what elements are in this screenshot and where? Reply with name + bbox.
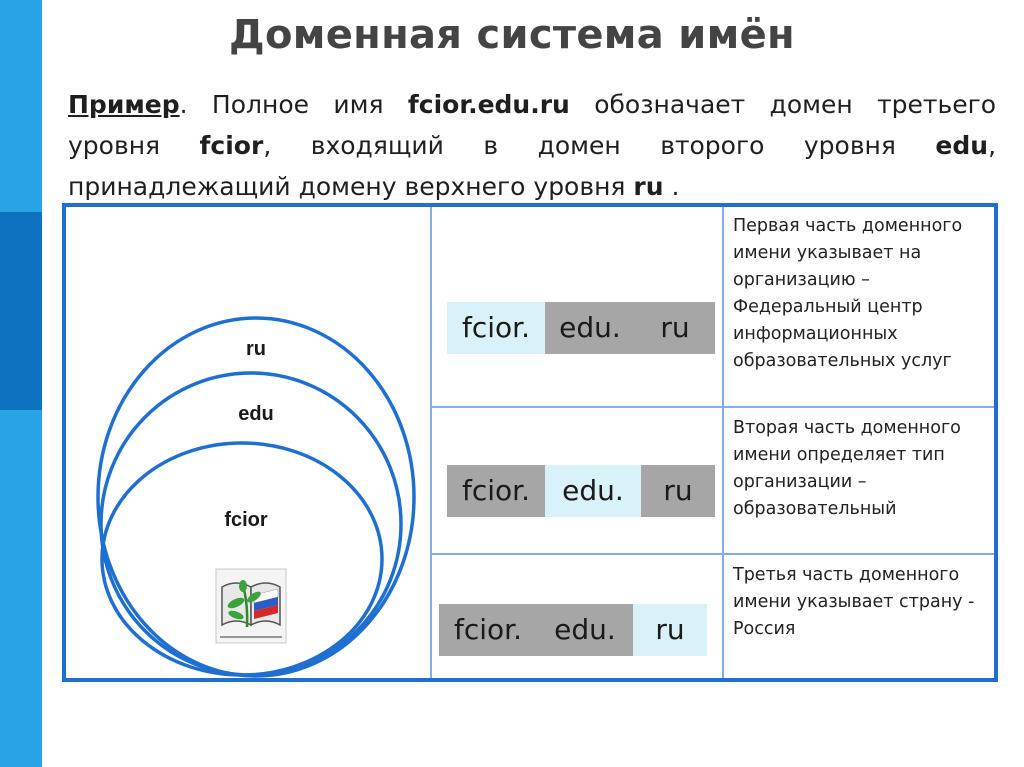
intro-text-1: . Полное имя [179,90,408,119]
slide-title: Доменная система имён [229,12,795,58]
intro-text-3: , входящий в домен второго уровня [263,131,936,160]
nested-domains-diagram [66,207,430,678]
row2-part-ru: ru [641,465,715,517]
row3-part-ru: ru [633,604,707,656]
row1-description: Первая часть доменного имени указывает на организацию – Федеральный центр информационных образовательных услуг [733,216,963,371]
full-domain-name: fcior.edu.ru [407,90,570,119]
row-divider-1 [432,406,994,408]
row1-part-edu: edu. [545,302,635,354]
open-book-with-flag-logo-icon [216,569,286,643]
edu-label: edu [238,403,274,425]
row3-part-fcior: fcior. [439,604,537,656]
column-divider-2 [722,207,724,678]
row-divider-2 [432,553,994,555]
second-level-domain: edu [935,131,989,160]
intro-text-4: , принадлежащий домену верхнего уровня [68,131,997,201]
row2-description: Вторая часть доменного имени определяет тип организации – образовательный [733,418,961,519]
row1-part-fcior: fcior. [447,302,545,354]
side-stripe-bottom [0,410,42,767]
intro-text-2: обозначает домен третьего уровня [68,90,996,160]
row3-description: Третья часть доменного имени указывает страну - Россия [733,565,975,639]
column-divider-1 [430,207,432,678]
example-label: Пример [68,90,180,119]
ru-label: ru [246,338,266,360]
intro-paragraph [68,84,996,207]
third-level-domain: fcior [199,131,264,160]
top-level-domain: ru [633,172,664,201]
fcior-label: fcior [224,509,268,531]
row2-part-fcior: fcior. [447,465,545,517]
side-stripe-middle [0,212,42,410]
row2-part-edu: edu. [545,465,641,517]
row1-part-ru: ru [635,302,715,354]
intro-text-5: . [663,172,680,201]
row3-part-edu: edu. [537,604,633,656]
